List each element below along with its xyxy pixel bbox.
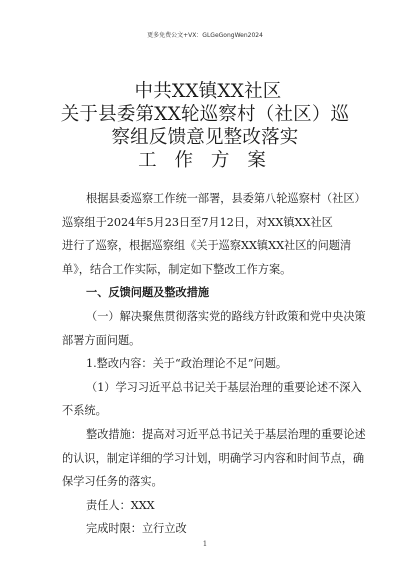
item-heading-1: 1.整改内容：关于“政治理论不足”问题。 [86, 357, 288, 371]
page-number: 1 [202, 540, 208, 548]
measure-line-2: 的认识，制定详细的学习计划，明确学习内容和时间节点，确 [62, 451, 365, 465]
header-note: 更多免费公文+VX：GLGeGongWen2024 [147, 32, 263, 39]
intro-paragraph-line-1: 根据县委巡察工作统一部署，县委第八轮巡察村（社区） [86, 192, 366, 205]
responsible-person: 责任人：XXX [86, 498, 155, 512]
subsection-heading-line-1: （一）解决聚焦贯彻落实党的路线方针政策和党中央决策 [86, 309, 366, 323]
title-line-4: 工 作 方 案 [138, 150, 272, 171]
sub-item-line-2: 不系统。 [62, 404, 107, 418]
document-title [0, 80, 410, 172]
section-heading-1: 一、反馈问题及整改措施 [86, 285, 210, 300]
title-line-3: 察组反馈意见整改落实 [111, 127, 299, 148]
measure-line-3: 保学习任务的落实。 [62, 475, 163, 489]
title-line-1: 中共XX镇XX社区 [134, 81, 282, 102]
sub-item-line-1: （1）学习习近平总书记关于基层治理的重要论述不深入 [86, 380, 362, 394]
subsection-heading-line-2: 部署方面问题。 [62, 333, 141, 347]
intro-paragraph-line-3: 进行了巡察，根据巡察组《关于巡察XX镇XX社区的问题清 [62, 239, 352, 253]
intro-paragraph-line-4: 单》，结合工作实际，制定如下整改工作方案。 [62, 262, 292, 276]
document-body [62, 187, 366, 541]
title-line-2: 关于县委第XX轮巡察村（社区）巡 [60, 104, 350, 125]
intro-paragraph-line-2: 巡察组于2024年5月23日至7月12日，对XX镇XX社区 [62, 215, 333, 229]
measure-line-1: 整改措施：提高对习近平总书记关于基层治理的重要论述 [86, 427, 366, 441]
deadline: 完成时限：立行立改 [86, 522, 187, 536]
